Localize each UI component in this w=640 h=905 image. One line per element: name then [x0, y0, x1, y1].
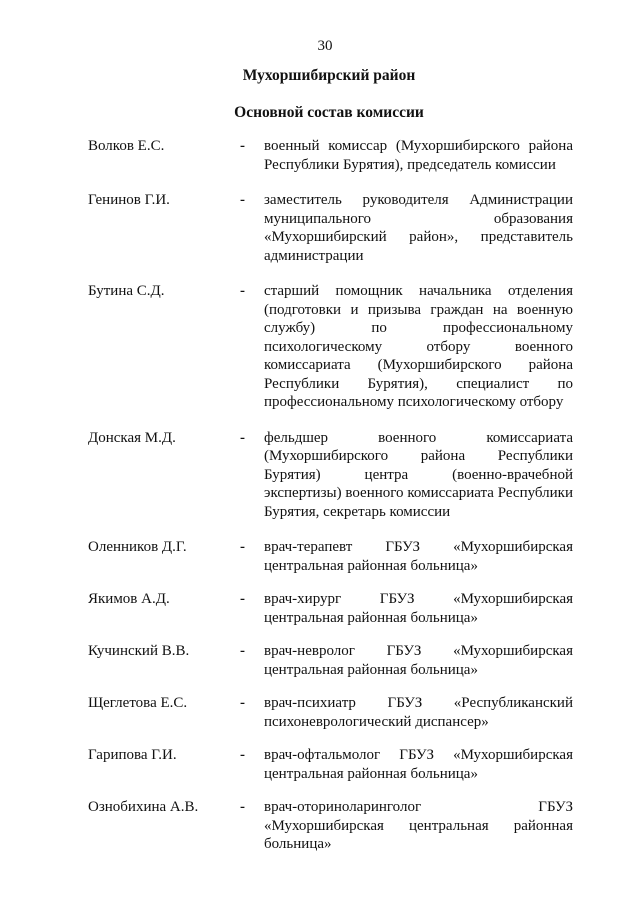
member-role: старший помощник начальника отделения (подготовки и призыва граждан на военную службу) по профессиональному психологическому отбору военного комиссариата (Мухоршибирского района Республики Бурятия), специалист по профессиональному психологическому отбору [264, 283, 573, 410]
member-dash: - [240, 429, 245, 446]
member-role: врач-оториноларинголог ГБУЗ «Мухоршибирская центральная районная больница» [264, 799, 573, 852]
member-name: Донская М.Д. [88, 429, 176, 446]
member-name: Щеглетова Е.С. [88, 695, 188, 711]
member-name: Генинов Г.И. [88, 192, 170, 208]
member-role: врач-невролог ГБУЗ «Мухоршибирская центральная районная больница» [264, 643, 573, 678]
member-dash: - [240, 539, 245, 555]
member-row [88, 642, 573, 679]
member-list [88, 137, 573, 854]
member-dash: - [240, 283, 245, 299]
member-role: врач-хирург ГБУЗ «Мухоршибирская центральная районная больница» [264, 591, 573, 626]
member-name: Гарипова Г.И. [88, 747, 177, 763]
page-number: 30 [317, 38, 333, 54]
member-role: фельдшер военного комиссариата (Мухоршибирского района Республики Бурятия) центра (военно-врачебной экспертизы) военного комиссариата Республики Бурятия, секретарь комиссии [264, 429, 573, 520]
member-role: врач-психиатр ГБУЗ «Республиканский психоневрологический диспансер» [264, 695, 573, 730]
member-row [88, 191, 573, 265]
member-dash: - [240, 799, 245, 815]
member-dash: - [240, 695, 245, 711]
member-name: Кучинский В.В. [88, 643, 190, 659]
member-row [88, 694, 573, 731]
member-name: Оленников Д.Г. [88, 539, 187, 555]
member-row [88, 746, 573, 783]
member-name: Бутина С.Д. [88, 283, 165, 299]
member-dash: - [240, 643, 245, 659]
member-dash: - [240, 192, 245, 208]
member-dash: - [240, 138, 245, 154]
member-role: заместитель руководителя Администрации муниципального образования «Мухоршибирский район», представитель администрации [264, 192, 573, 264]
member-role: врач-офтальмолог ГБУЗ «Мухоршибирская центральная районная больница» [264, 747, 573, 782]
member-role: военный комиссар (Мухоршибирского района Республики Бурятия), председатель комиссии [264, 138, 573, 173]
member-role: врач-терапевт ГБУЗ «Мухоршибирская центральная районная больница» [264, 539, 573, 574]
member-row [88, 590, 573, 627]
member-row [88, 798, 573, 854]
section-title: Основной состав комиссии [234, 104, 424, 121]
member-dash: - [240, 591, 245, 607]
member-name: Волков Е.С. [88, 138, 165, 154]
member-row [88, 282, 573, 412]
district-title: Мухоршибирский район [242, 67, 416, 84]
member-dash: - [240, 747, 245, 763]
member-row [88, 538, 573, 575]
member-row [88, 137, 573, 174]
member-row [88, 429, 573, 522]
member-name: Якимов А.Д. [88, 591, 170, 607]
member-name: Ознобихина А.В. [88, 799, 199, 815]
